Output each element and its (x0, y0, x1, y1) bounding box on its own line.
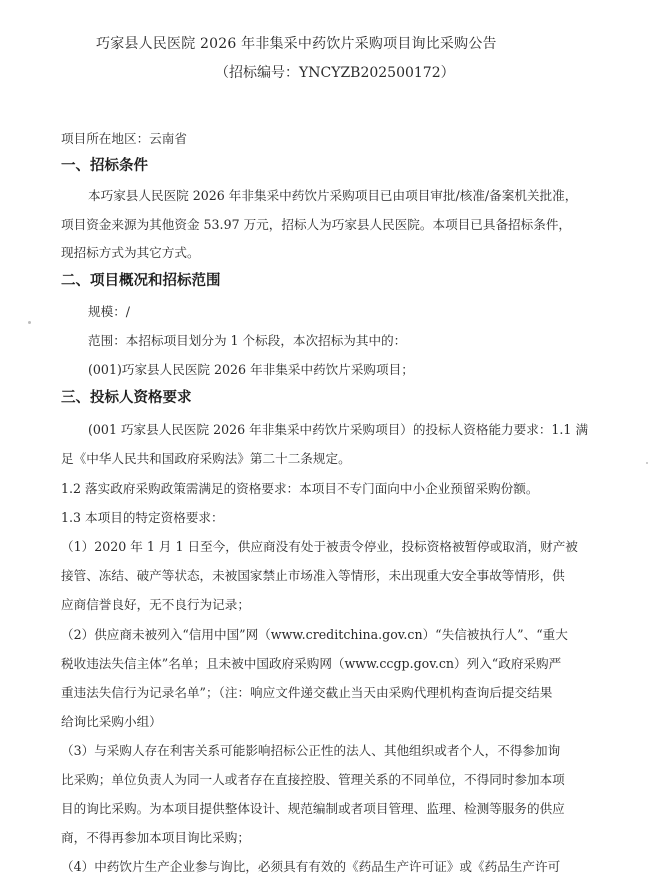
paragraph-line: 本巧家县人民医院 2026 年非集采中药饮片采购项目已由项目审批/核准/备案机关批准， (88, 188, 578, 203)
paragraph-line: (001 巧家县人民医院 2026 年非集采中药饮片采购项目）的投标人资格能力要求：1.1 满 (88, 422, 589, 437)
paragraph-line: （3）与采购人存在利害关系可能影响招标公正性的法人、其他组织或者个人，不得参加询 (61, 743, 561, 758)
paragraph-line: 应商信誉良好，无不良行为记录； (61, 597, 250, 612)
project-location: 项目所在地区：云南省 (61, 131, 187, 146)
paragraph-line: （4）中药饮片生产企业参与询比，必须具有有效的《药品生产许可证》或《药品生产许可 (61, 859, 561, 874)
paragraph-line: 接管、冻结、破产等状态，未被国家禁止市场准入等情形，未出现重大安全事故等情形，供 (61, 568, 565, 583)
paragraph-line: 重违法失信行为记录名单”；（注：响应文件递交截止当天由采购代理机构查询后提交结果 (61, 685, 553, 700)
tender-number: （招标编号：YNCYZB202500172） (215, 65, 455, 81)
paragraph-line: （2）供应商未被列入“信用中国”网（www.creditchina.gov.cn）“失信被执行人”、“重大 (61, 627, 568, 642)
scan-speck (646, 462, 648, 464)
paragraph-line: (001)巧家县人民医院 2026 年非集采中药饮片采购项目； (88, 362, 414, 377)
paragraph-line: （1）2020 年 1 月 1 日至今，供应商没有处于被责令停业，投标资格被暂停或取消，财产被 (61, 539, 578, 554)
paragraph-line: 项目资金来源为其他资金 53.97 万元，招标人为巧家县人民医院。本项目已具备招标条件， (61, 217, 572, 232)
paragraph-line: 税收违法失信主体”名单；且未被中国政府采购网（www.ccgp.gov.cn）列入“政府采购严 (61, 656, 562, 671)
section-heading-1: 一、招标条件 (61, 158, 148, 174)
paragraph-line: 1.3 本项目的特定资格要求： (61, 510, 224, 525)
scan-speck (28, 321, 31, 324)
paragraph-line: 目的询比采购。为本项目提供整体设计、规范编制或者项目管理、监理、检测等服务的供应 (61, 801, 565, 816)
section-heading-2: 二、项目概况和招标范围 (61, 273, 221, 289)
section-heading-3: 三、投标人资格要求 (61, 390, 192, 406)
paragraph-line: 商，不得再参加本项目询比采购； (61, 830, 250, 845)
paragraph-line: 足《中华人民共和国政府采购法》第二十二条规定。 (61, 451, 351, 466)
paragraph-line: 1.2 落实政府采购政策需满足的资格要求：本项目不专门面向中小企业预留采购份额。 (61, 481, 539, 496)
paragraph-line: 现招标方式为其它方式。 (61, 245, 200, 260)
paragraph-line: 给询比采购小组） (61, 714, 162, 729)
page-title: 巧家县人民医院 2026 年非集采中药饮片采购项目询比采购公告 (96, 36, 497, 52)
paragraph-line: 范围：本招标项目划分为 1 个标段，本次招标为其中的： (88, 333, 407, 348)
paragraph-line: 比采购；单位负责人为同一人或者存在直接控股、管理关系的不同单位，不得同时参加本项 (61, 772, 565, 787)
paragraph-line: 规模：/ (88, 304, 131, 319)
